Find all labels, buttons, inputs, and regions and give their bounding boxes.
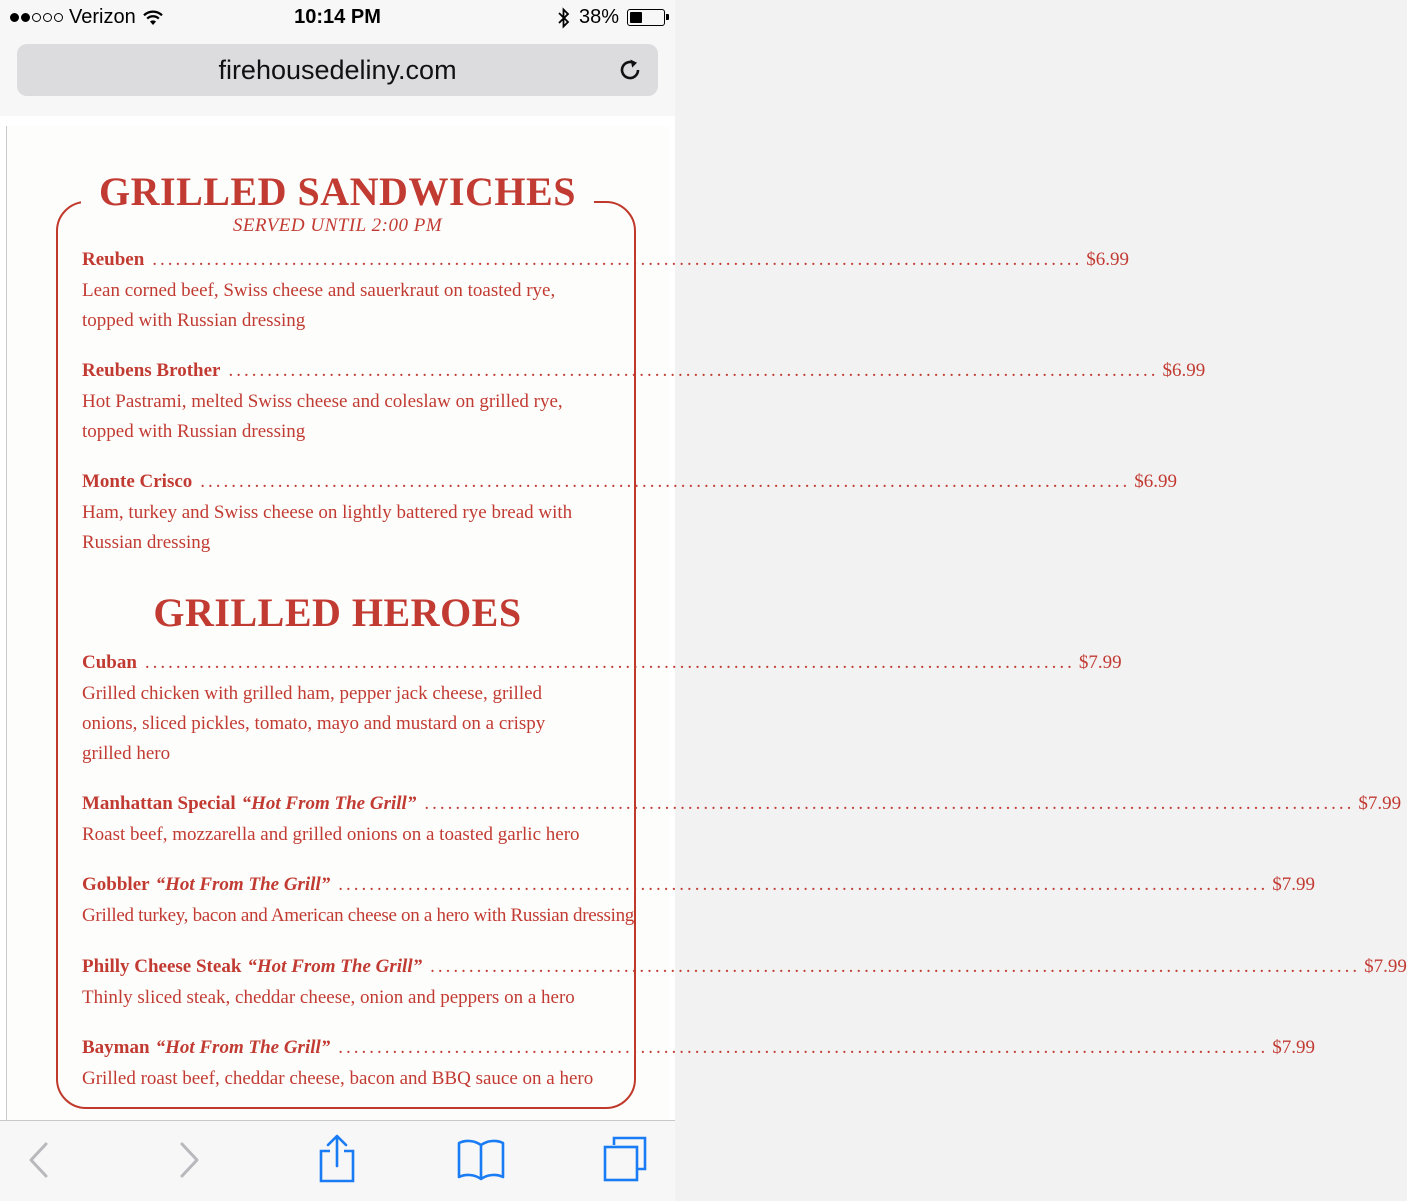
item-price: $6.99 — [1162, 360, 1206, 381]
browser-address-area — [0, 38, 675, 117]
item-name: Reubens Brother — [82, 360, 221, 381]
clock: 10:14 PM — [294, 6, 381, 28]
item-tag: “Hot From The Grill” — [155, 1037, 331, 1058]
reload-icon[interactable] — [616, 56, 644, 84]
dot-leader: ........................................................................................................................ — [152, 249, 1083, 270]
item-name: Monte Crisco — [82, 471, 193, 492]
item-description: Grilled roast beef, cheddar cheese, bacon and BBQ sauce on a hero — [82, 1068, 594, 1089]
menu-item — [82, 468, 1178, 558]
item-name: Manhattan Special — [82, 793, 236, 814]
menu-item — [82, 953, 1407, 1013]
address-bar[interactable] — [17, 44, 658, 96]
item-name: Bayman — [82, 1037, 150, 1058]
item-price: $6.99 — [1134, 471, 1178, 492]
section-title-heroes: GRILLED HEROES — [153, 590, 522, 635]
menu-item — [82, 246, 1130, 336]
item-description: Ham, turkey and Swiss cheese on lightly battered rye bread with Russian dressing — [82, 502, 573, 553]
bluetooth-icon — [557, 7, 571, 29]
item-description: Lean corned beef, Swiss cheese and sauerkraut on toasted rye, topped with Russian dressing — [82, 280, 556, 331]
item-description: Thinly sliced steak, cheddar cheese, onion and peppers on a hero — [82, 987, 575, 1008]
dot-leader: ........................................................................................................................ — [144, 652, 1075, 673]
battery-icon — [627, 9, 665, 26]
browser-toolbar — [0, 1120, 675, 1201]
web-page — [0, 116, 1407, 1120]
item-description: Roast beef, mozzarella and grilled onions on a toasted garlic hero — [82, 824, 580, 845]
dot-leader: ........................................................................................................................ — [338, 874, 1269, 895]
status-bar — [0, 0, 675, 38]
item-tag: “Hot From The Grill” — [155, 874, 331, 895]
item-price: $7.99 — [1364, 956, 1407, 977]
item-tag: “Hot From The Grill” — [247, 956, 423, 977]
item-price: $7.99 — [1358, 793, 1402, 814]
back-icon[interactable] — [26, 1139, 52, 1181]
item-name: Gobbler — [82, 874, 150, 895]
section-title-sandwiches: GRILLED SANDWICHES — [0, 168, 675, 215]
item-name: Philly Cheese Steak — [82, 956, 242, 977]
dot-leader: ........................................................................................................................ — [430, 956, 1361, 977]
carrier-name: Verizon — [69, 6, 136, 28]
menu-item — [82, 1034, 1316, 1094]
tabs-icon[interactable] — [602, 1135, 648, 1183]
item-name: Reuben — [82, 249, 145, 270]
dot-leader: ........................................................................................................................ — [424, 793, 1355, 814]
item-price: $6.99 — [1086, 249, 1130, 270]
url-text[interactable]: firehousedeliny.com — [218, 55, 457, 85]
bookmarks-icon[interactable] — [456, 1137, 506, 1181]
dot-leader: ........................................................................................................................ — [228, 360, 1159, 381]
item-description: Hot Pastrami, melted Swiss cheese and coleslaw on grilled rye, topped with Russian dressing — [82, 391, 563, 442]
item-price: $7.99 — [1272, 874, 1316, 895]
item-name: Cuban — [82, 652, 137, 673]
share-icon[interactable] — [318, 1133, 356, 1183]
item-description: Grilled turkey, bacon and American cheese on a hero with Russian dressing — [82, 905, 634, 926]
dot-leader: ........................................................................................................................ — [200, 471, 1131, 492]
dot-leader: ........................................................................................................................ — [338, 1037, 1269, 1058]
menu-item — [82, 790, 1402, 850]
item-price: $7.99 — [1078, 652, 1122, 673]
menu-item — [82, 649, 1122, 769]
section-subtitle: SERVED UNTIL 2:00 PM — [232, 215, 443, 236]
battery-percent: 38% — [578, 6, 619, 28]
menu-item — [82, 357, 1206, 447]
item-description: Grilled chicken with grilled ham, pepper jack cheese, grilled onions, sliced pickles, tomato, mayo and mustard on a crispy grilled hero — [82, 683, 546, 764]
forward-icon[interactable] — [176, 1139, 202, 1181]
item-price: $7.99 — [1272, 1037, 1316, 1058]
status-right — [557, 6, 665, 29]
menu-item — [82, 871, 1316, 931]
item-tag: “Hot From The Grill” — [241, 793, 417, 814]
